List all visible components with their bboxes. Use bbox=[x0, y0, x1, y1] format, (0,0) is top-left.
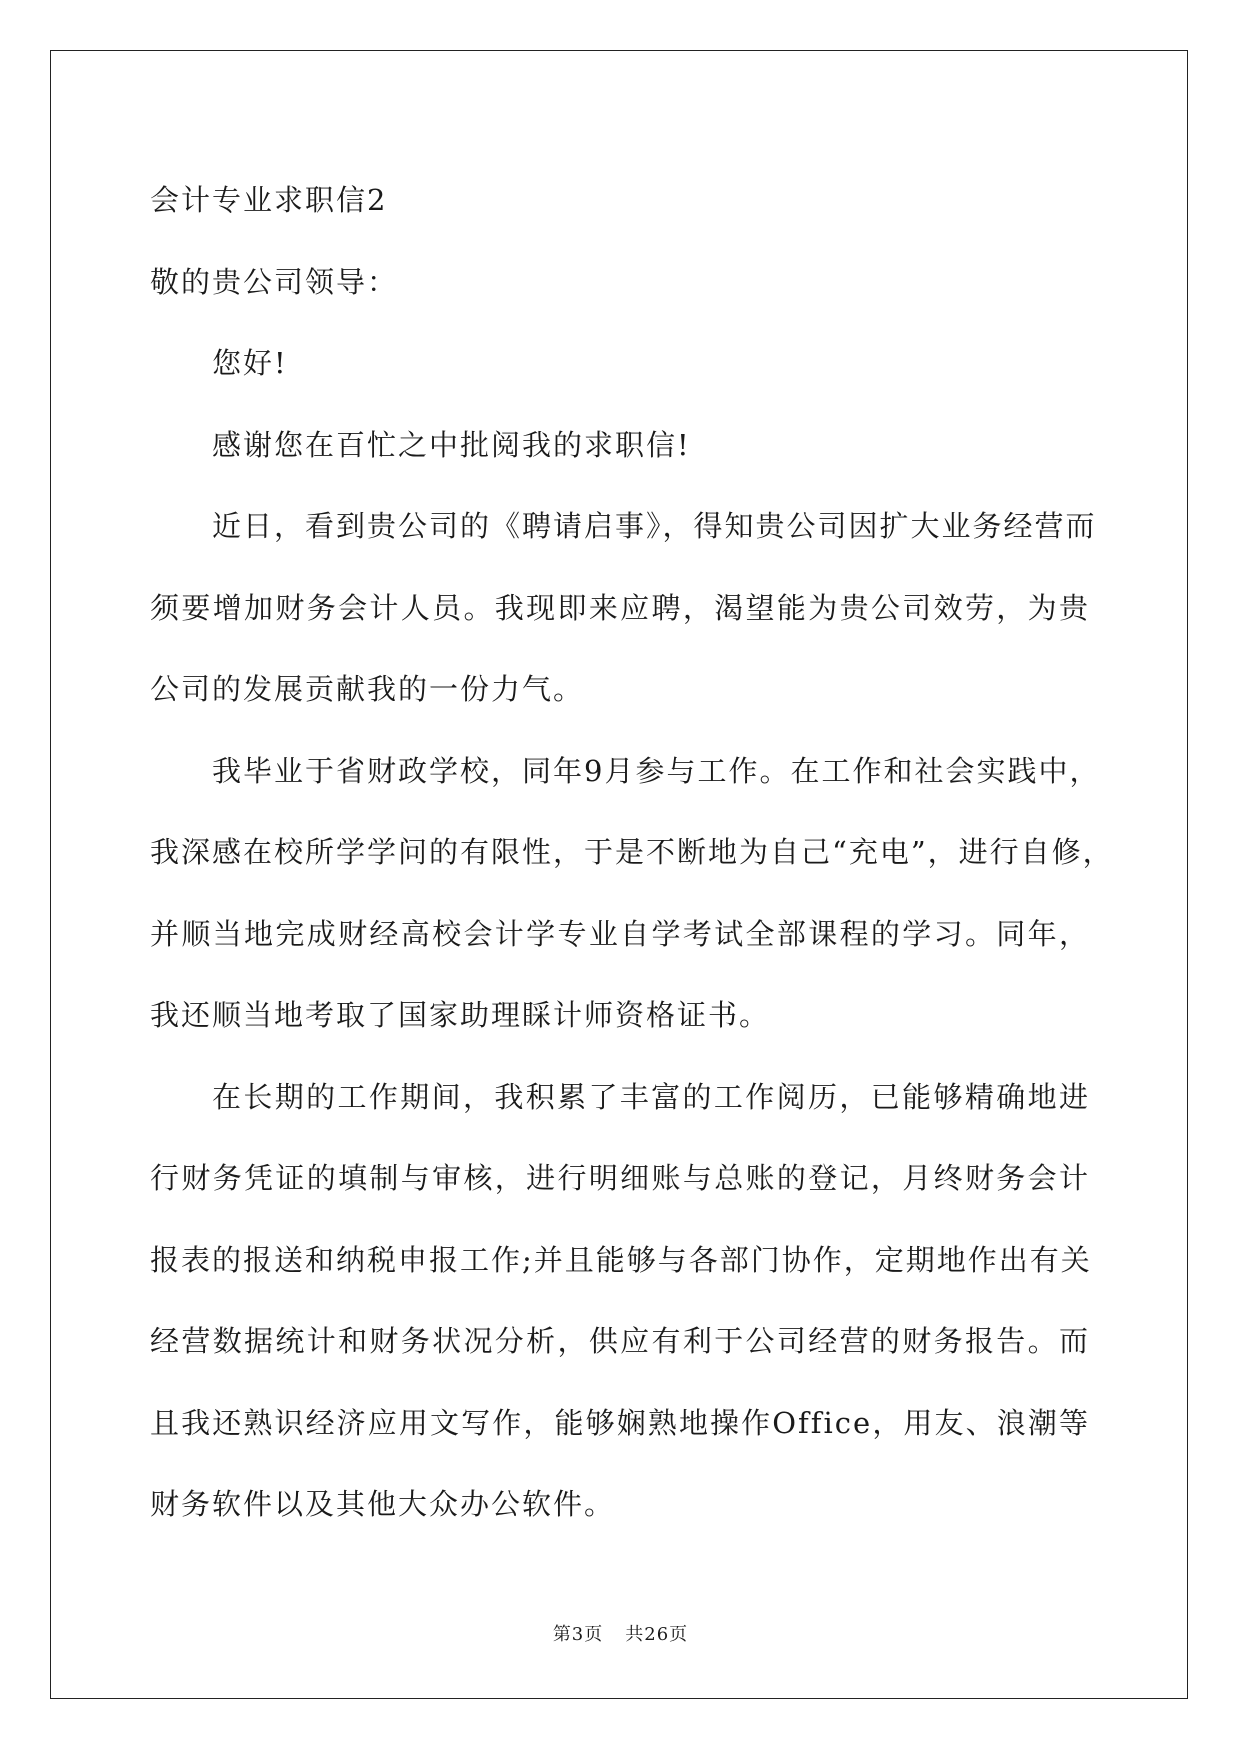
paragraph-line: 且我还熟识经济应用文写作，能够娴熟地操作Office，用友、浪潮等 bbox=[150, 1405, 1090, 1440]
paragraph-line: 财务软件以及其他大众办公软件。 bbox=[150, 1487, 616, 1521]
paragraph-line: 报表的报送和纳税申报工作;并且能够与各部门协作，定期地作出有关 bbox=[150, 1242, 1092, 1277]
paragraph-line: 须要增加财务会计人员。我现即来应聘，渴望能为贵公司效劳，为贵 bbox=[150, 590, 1090, 625]
paragraph-line: 并顺当地完成财经高校会计学专业自学考试全部课程的学习。同年， bbox=[150, 916, 1090, 951]
page-footer bbox=[0, 1620, 1241, 1646]
total-pages: 共26页 bbox=[625, 1624, 689, 1645]
paragraph-line: 近日，看到贵公司的《聘请启事》，得知贵公司因扩大业务经营而 bbox=[212, 509, 1097, 543]
salutation: 敬的贵公司领导： bbox=[150, 264, 399, 299]
paragraph-line: 我还顺当地考取了国家助理睬计师资格证书。 bbox=[150, 998, 771, 1032]
paragraph-line: 公司的发展贡献我的一份力气。 bbox=[150, 672, 585, 706]
paragraph-line: 在长期的工作期间，我积累了丰富的工作阅历，已能够精确地进 bbox=[212, 1079, 1090, 1114]
greeting-line: 您好! bbox=[212, 346, 288, 380]
paragraph-line: 我深感在校所学学问的有限性，于是不断地为自己“充电”，进行自修， bbox=[150, 835, 1114, 869]
current-page-number: 第3页 bbox=[552, 1624, 604, 1645]
document-title: 会计专业求职信2 bbox=[150, 183, 388, 217]
letter-body bbox=[150, 160, 1114, 1546]
paragraph-line: 经营数据统计和财务状况分析，供应有利于公司经营的财务报告。而 bbox=[150, 1324, 1090, 1358]
thanks-line: 感谢您在百忙之中批阅我的求职信! bbox=[212, 427, 691, 462]
paragraph-line: 行财务凭证的填制与审核，进行明细账与总账的登记，月终财务会计 bbox=[150, 1161, 1090, 1195]
paragraph-line: 我毕业于省财政学校，同年9月参与工作。在工作和社会实践中， bbox=[212, 753, 1101, 788]
